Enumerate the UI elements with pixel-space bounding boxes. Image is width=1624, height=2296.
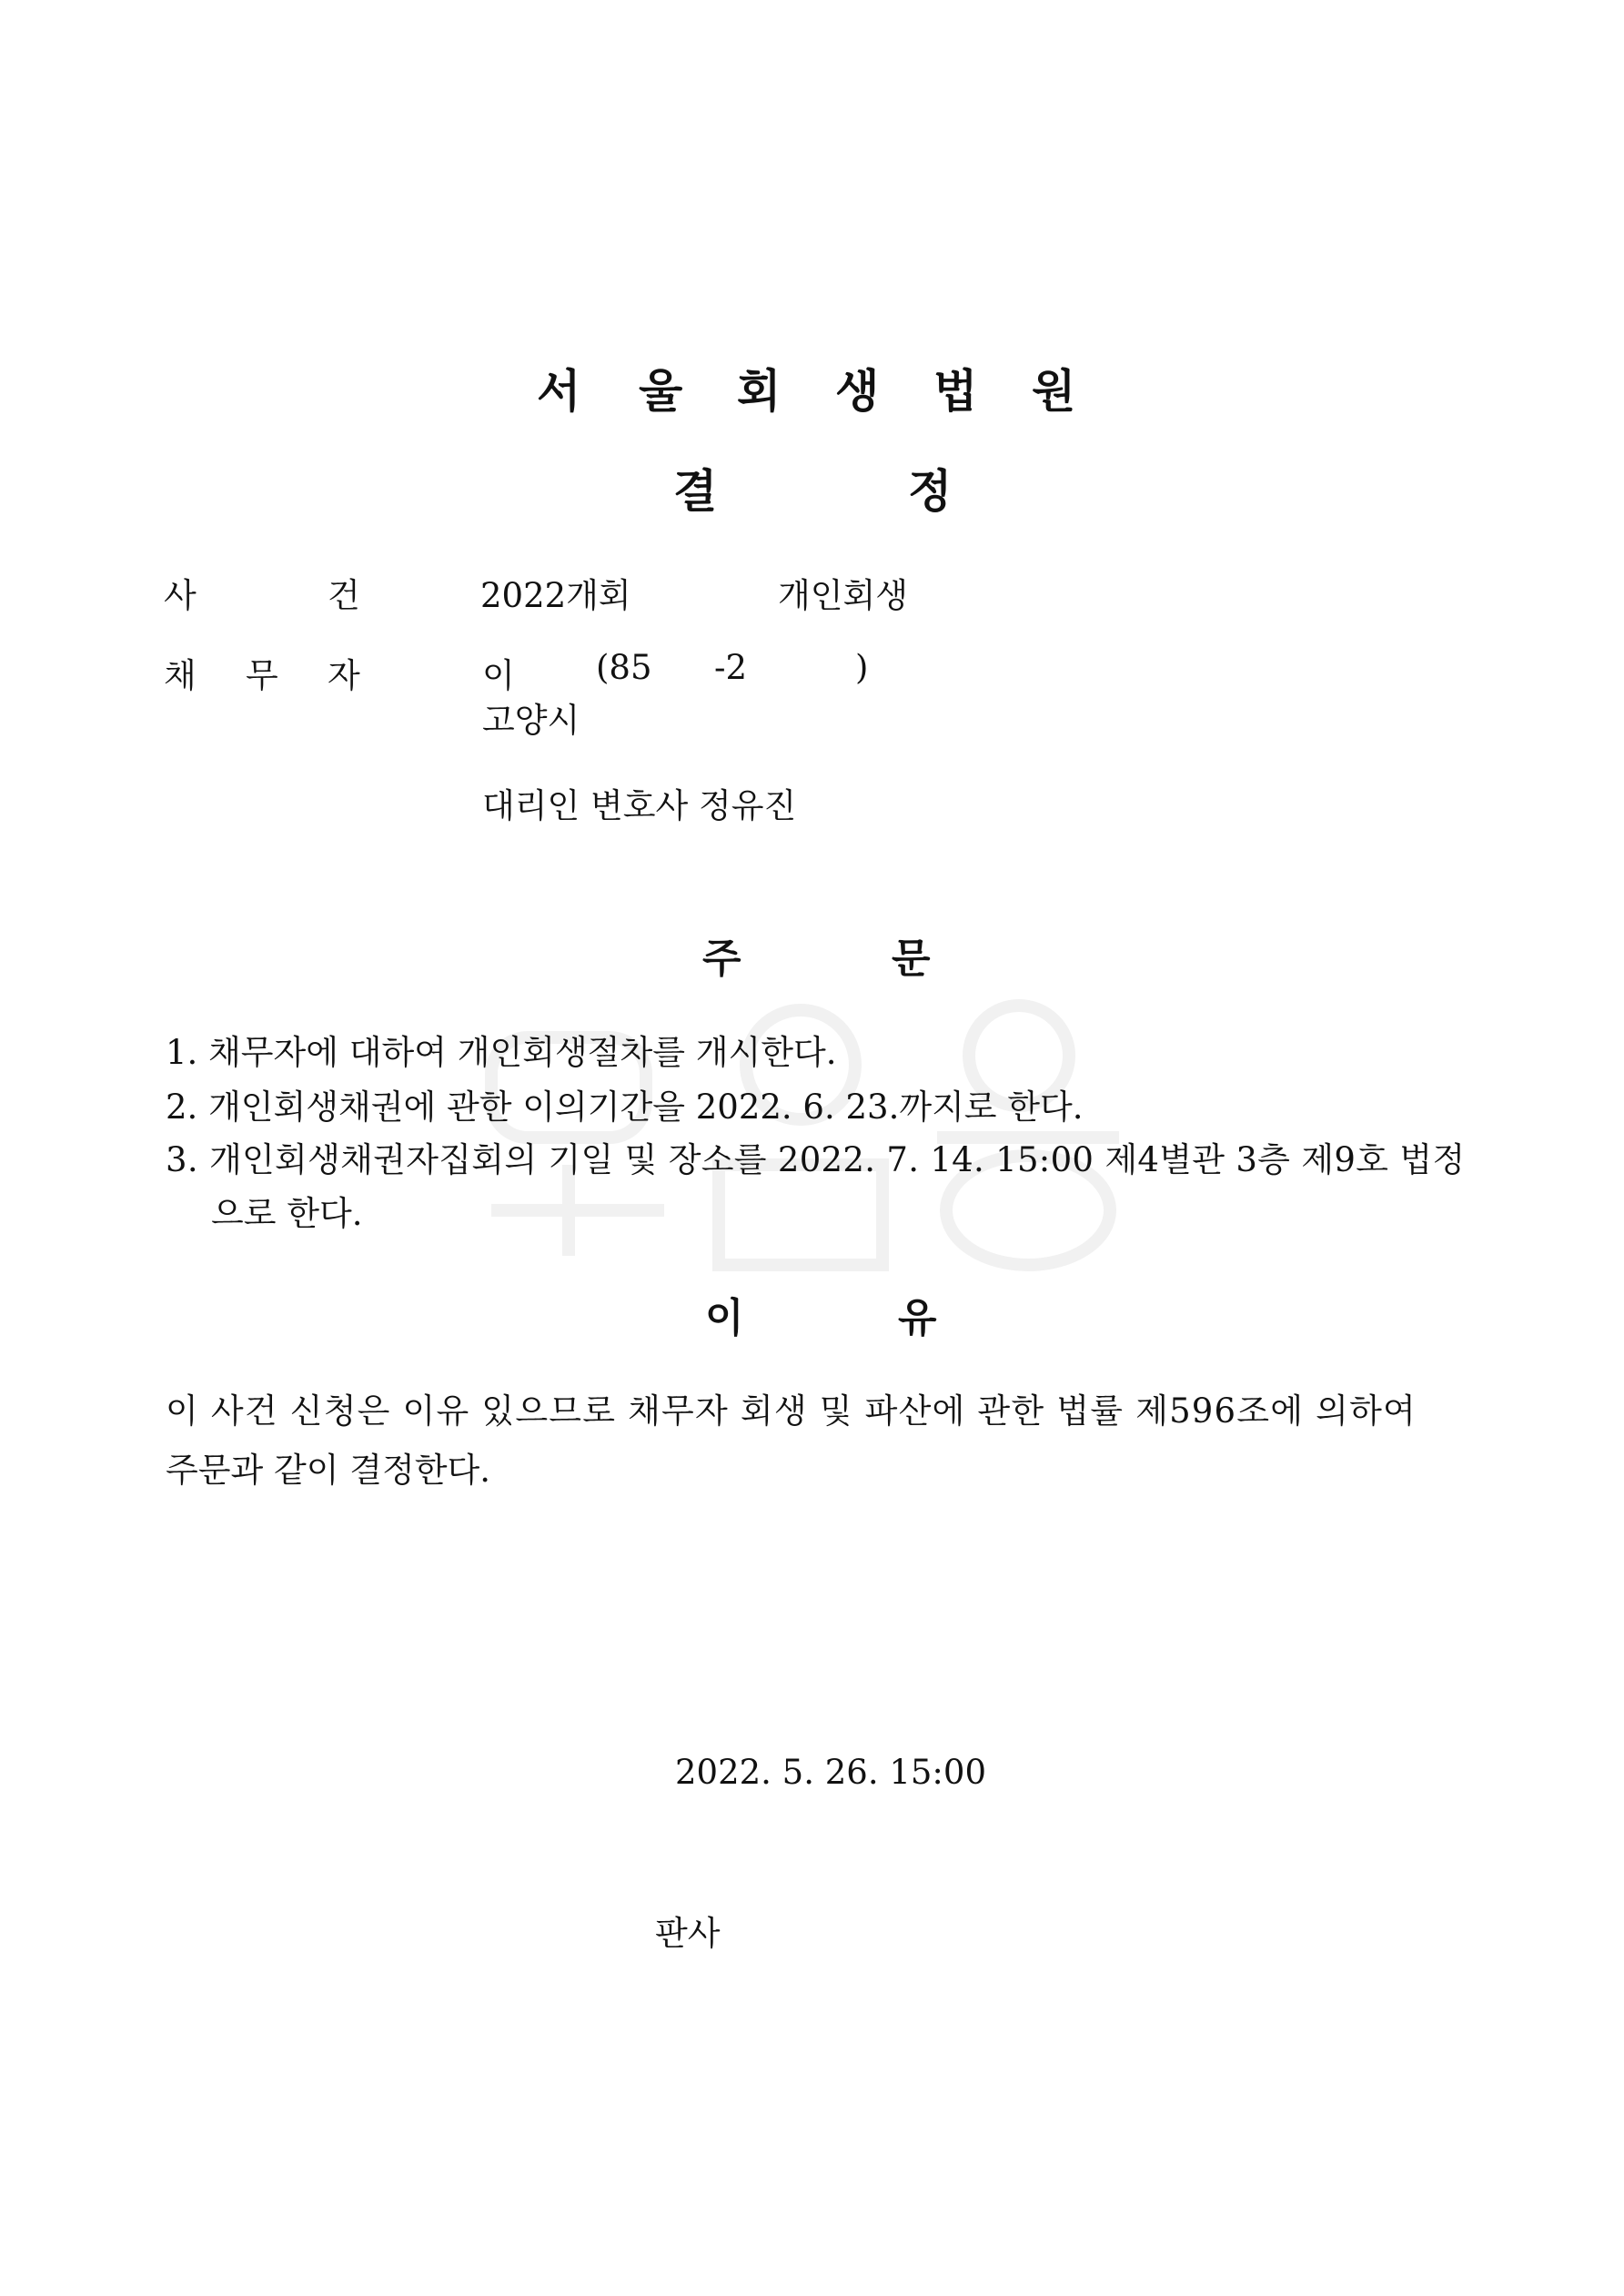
court-title-char: 회 xyxy=(737,365,782,418)
court-title-char: 울 xyxy=(639,365,683,418)
court-title-char: 서 xyxy=(537,365,581,418)
document-type-char: 정 xyxy=(908,465,953,518)
debtor-label-char: 무 xyxy=(246,656,278,695)
case-number: 2022개회 xyxy=(480,576,631,615)
debtor-address: 고양시 xyxy=(482,701,580,740)
debtor-label-char: 자 xyxy=(328,656,360,695)
order-heading-char: 문 xyxy=(892,936,931,982)
debtor-id-part1: (85 xyxy=(596,648,652,687)
case-type: 개인회생 xyxy=(778,576,908,615)
court-title-char: 법 xyxy=(933,365,978,418)
debtor-id-part2: -2 xyxy=(714,648,748,687)
judge-label: 판사 xyxy=(655,1914,721,1953)
order-item-2: 2. 개인회생채권에 관한 이의기간을 2022. 6. 23.까지로 한다. xyxy=(166,1087,1084,1127)
debtor-name: 이 xyxy=(482,656,515,695)
order-item-3: 3. 개인회생채권자집회의 기일 및 장소를 2022. 7. 14. 15:00 제4별관 3층 제9호 법정 xyxy=(166,1140,1466,1179)
court-title-char: 생 xyxy=(835,365,880,418)
debtor-id-close: ) xyxy=(855,648,869,687)
debtor-label-char: 채 xyxy=(164,656,197,695)
reason-line-2: 주문과 같이 결정한다. xyxy=(166,1451,490,1490)
decision-date: 2022. 5. 26. 15:00 xyxy=(675,1753,986,1792)
court-title-char: 원 xyxy=(1032,365,1076,418)
document-type-char: 결 xyxy=(673,465,718,518)
reason-heading-char: 이 xyxy=(705,1295,744,1341)
reason-line-1: 이 사건 신청은 이유 있으므로 채무자 회생 및 파산에 관한 법률 제596조에 의하여 xyxy=(166,1391,1417,1431)
case-label-char: 사 xyxy=(164,576,197,615)
order-item-3-continuation: 으로 한다. xyxy=(211,1194,363,1233)
order-item-1: 1. 채무자에 대하여 개인회생절차를 개시한다. xyxy=(166,1033,837,1072)
order-heading-char: 주 xyxy=(702,936,741,982)
reason-heading-char: 유 xyxy=(898,1295,937,1341)
case-label-char: 건 xyxy=(328,576,360,615)
debtor-agent: 대리인 변호사 정유진 xyxy=(482,786,797,825)
